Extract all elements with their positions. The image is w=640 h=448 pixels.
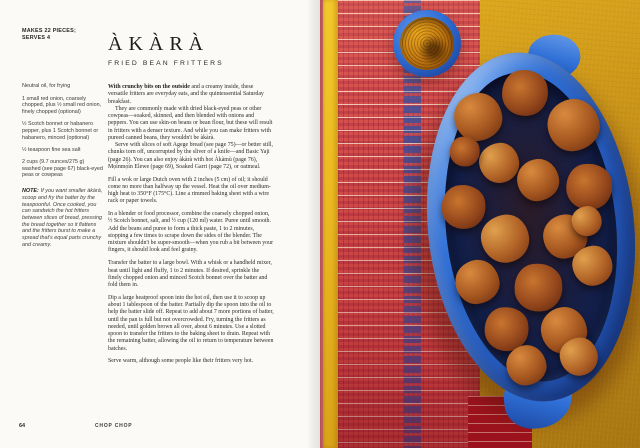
- ingredient-item: ½ Scotch bonnet or habanero pepper, plus 1 Scotch bonnet or habanero, minced (optional): [22, 121, 99, 141]
- page-number: 64: [19, 423, 26, 429]
- body-paragraph: They are commonly made with dried black-eyed peas or other cowpeas—soaked, skinned, and then blended with onions and peppers. You can use skin-on beans or bean flour, but these will result in fritters with a denser texture. And while you can make fritters with pureed canned beans, they wouldn't be àkàrà.: [108, 105, 273, 141]
- recipe-main-column: [108, 34, 274, 366]
- body-paragraph: Serve warm, although some people like their fritters very hot.: [108, 358, 254, 365]
- recipe-subtitle: FRIED BEAN FRITTERS: [108, 60, 224, 67]
- ingredient-item: 2 cups (9.7 ounces/275 g) washed (see page 67) black-eyed peas or cowpeas: [22, 159, 103, 179]
- body-paragraph: Transfer the batter to a large bowl. With a whisk or a handheld mixer, beat until light and fluffy, 1 to 2 minutes. If desired, sprinkle the finely chopped onion and minced Scotch bonnet over the batter and fold them in.: [108, 260, 272, 289]
- recipe-note: [22, 188, 104, 248]
- ingredient-list: [22, 83, 104, 179]
- intro-paragraph: [108, 84, 274, 106]
- food-photo: [320, 0, 640, 448]
- yellow-fabric-strip: [323, 0, 338, 448]
- ingredient-item: Neutral oil, for frying: [22, 83, 71, 90]
- body-paragraph: Serve with slices of soft Agege bread (see page 75)—or better still, chunks torn off, uncorrupted by the sliver of a knife—and Basic Yaji (page 26). You can also enjoy àkàrà with hot Àkàmù (page 76), Mọ́ínmọ́ín Elewe (page 69), Soaked Garri (page 72), or oatmeal.: [108, 142, 274, 170]
- body-paragraph: In a blender or food processor, combine the coarsely chopped onion, ½ Scotch bonnet, salt, and ½ cup (120 ml) water. Puree until smooth. Add the beans and puree to form a thick paste, 1 to 2 minutes, stopping a few times to scrape down the sides of the blender. The mixture shouldn't be super-smooth—when you rub a bit between your fingers, it should look and feel grainy.: [108, 211, 274, 254]
- yield-makes: MAKES 22 PIECES;: [22, 28, 77, 34]
- ingredient-item: 1 small red onion, coarsely chopped, plus ½ small red onion, finely chopped (optional): [22, 95, 102, 116]
- intro-rest: and a creamy inside, these versatile fritters are everyday eats, and the quintessential Saturday breakfast.: [108, 84, 264, 105]
- yield-serves: SERVES 4: [22, 34, 51, 41]
- recipe-sidebar: [22, 28, 104, 254]
- intro-lead: With crunchy bits on the outside: [108, 84, 190, 90]
- recipe-title: ÀKÀRÀ: [108, 33, 210, 55]
- running-footer: CHOP CHOP: [95, 423, 133, 429]
- blue-oval-dish: [410, 42, 640, 412]
- note-text: If you want smaller àkàrà, scoop and fry the batter by the teaspoonful. Once cooked, you can sandwich the hot fritters between slices of bread, pressing the bread together so it flattens and the fritters burst to make a spread that's equal parts crunchy and creamy.: [22, 188, 103, 248]
- body-paragraph: Fill a wok or large Dutch oven with 2 inches (5 cm) of oil; it should come no more than halfway up the vessel. Heat the oil over medium-high heat to 350°F (175°C). Line a rimmed baking sheet with a wire rack or paper towels.: [108, 176, 271, 205]
- ingredient-item: ½ teaspoon fine sea salt: [22, 146, 81, 153]
- note-label: NOTE:: [22, 188, 39, 195]
- body-paragraph: Dip a large heatproof spoon into the hot oil, then use it to scoop up about 1 tablespoon of the batter. Partially dip the spoon into the oil to help the batter slide off. Repeat to add about 7 more portions of batter, until the pan is full but not overcrowded. Fry, turning the fritters as needed, until golden brown all over, about 6 minutes. Use a slotted spoon to transfer the fritters to the baking sheet to drain. Repeat with the remaining batter, allowing the oil to return to temperature between batches.: [108, 294, 274, 352]
- yield-line: [22, 28, 104, 41]
- recipe-body: [108, 84, 274, 366]
